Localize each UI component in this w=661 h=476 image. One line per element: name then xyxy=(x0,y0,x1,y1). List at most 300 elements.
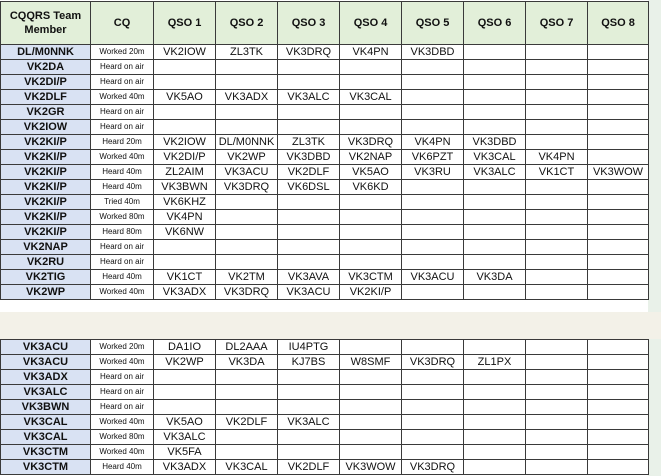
qso-cell: VK5AO xyxy=(340,165,402,180)
qso-cell: VK5AO xyxy=(154,90,216,105)
qso-cell: VK2DLF xyxy=(278,460,340,475)
qso-cell xyxy=(588,430,649,445)
table-row xyxy=(1,105,649,120)
qso-cell xyxy=(464,210,526,225)
qso-cell xyxy=(588,180,649,195)
qso-cell xyxy=(340,255,402,270)
qso-cell xyxy=(216,430,278,445)
qso-cell xyxy=(588,210,649,225)
table-row xyxy=(1,60,649,75)
table-row xyxy=(1,415,649,430)
qso-cell xyxy=(154,240,216,255)
table-row xyxy=(1,45,649,60)
qso-cell xyxy=(340,105,402,120)
qso-cell xyxy=(588,75,649,90)
qso-cell: VK3DBD xyxy=(464,135,526,150)
member-cell: VK3ACU xyxy=(1,355,91,370)
qso-cell xyxy=(464,180,526,195)
qso-cell: VK3WOW xyxy=(340,460,402,475)
qso-cell xyxy=(588,120,649,135)
qso-cell: VK3ALC xyxy=(464,165,526,180)
member-cell: VK2DLF xyxy=(1,90,91,105)
qso-cell xyxy=(154,75,216,90)
qso-cell xyxy=(216,210,278,225)
member-cell: VK2KI/P xyxy=(1,210,91,225)
member-cell: VK3CAL xyxy=(1,415,91,430)
qso-cell: VK3AVA xyxy=(278,270,340,285)
qso-cell xyxy=(154,120,216,135)
qso-cell: VK3ACU xyxy=(216,165,278,180)
qso-cell: VK3BWN xyxy=(154,180,216,195)
qso-cell xyxy=(588,90,649,105)
member-cell: VK3BWN xyxy=(1,400,91,415)
qso-cell xyxy=(216,400,278,415)
cq-cell: Worked 80m xyxy=(91,430,154,445)
qso-cell: VK2IOW xyxy=(154,45,216,60)
qso-cell xyxy=(526,255,588,270)
qso-cell xyxy=(464,340,526,355)
table-body-top xyxy=(1,45,649,300)
member-cell: VK3ADX xyxy=(1,370,91,385)
qso-cell xyxy=(216,120,278,135)
member-cell: VK2KI/P xyxy=(1,225,91,240)
header-qso-7: QSO 7 xyxy=(526,2,588,45)
qso-cell xyxy=(340,340,402,355)
qso-cell: VK3ALC xyxy=(278,90,340,105)
qso-cell xyxy=(402,240,464,255)
cq-cell: Heard 80m xyxy=(91,225,154,240)
table-row xyxy=(1,195,649,210)
qso-cell: DA1IO xyxy=(154,340,216,355)
qso-cell: VK1CT xyxy=(526,165,588,180)
member-cell: VK2DA xyxy=(1,60,91,75)
qso-cell: VK2DLF xyxy=(216,415,278,430)
table-row xyxy=(1,270,649,285)
header-qso-8: QSO 8 xyxy=(588,2,649,45)
member-cell: VK2KI/P xyxy=(1,150,91,165)
qso-cell: VK5FA xyxy=(154,445,216,460)
cq-cell: Heard 40m xyxy=(91,165,154,180)
qso-cell xyxy=(154,400,216,415)
qso-cell: VK3DA xyxy=(464,270,526,285)
qso-cell xyxy=(278,370,340,385)
qso-cell xyxy=(588,370,649,385)
qso-cell: VK3CAL xyxy=(464,150,526,165)
qso-cell: VK4PN xyxy=(340,45,402,60)
qso-cell xyxy=(588,445,649,460)
qso-cell xyxy=(464,195,526,210)
cq-cell: Heard on air xyxy=(91,120,154,135)
qso-cell: VK3CAL xyxy=(216,460,278,475)
qso-cell xyxy=(278,60,340,75)
qso-cell: VK6PZT xyxy=(402,150,464,165)
qso-cell: VK3ADX xyxy=(154,285,216,300)
qso-cell: ZL3TK xyxy=(278,135,340,150)
qso-cell xyxy=(526,105,588,120)
cq-cell: Heard on air xyxy=(91,255,154,270)
qso-cell xyxy=(588,195,649,210)
qso-cell xyxy=(402,340,464,355)
qso-cell xyxy=(340,75,402,90)
qso-cell xyxy=(526,270,588,285)
qso-cell xyxy=(464,370,526,385)
header-member: CQQRS Team Member xyxy=(1,2,91,45)
qso-cell xyxy=(588,45,649,60)
qso-cell: VK4PN xyxy=(154,210,216,225)
qso-cell xyxy=(402,225,464,240)
qso-cell xyxy=(526,460,588,475)
qso-cell xyxy=(526,240,588,255)
cq-cell: Heard on air xyxy=(91,400,154,415)
qso-cell xyxy=(464,415,526,430)
qso-cell: VK3DBD xyxy=(402,45,464,60)
member-cell: VK2KI/P xyxy=(1,165,91,180)
qso-cell: IU4PTG xyxy=(278,340,340,355)
qso-cell xyxy=(588,225,649,240)
table-row xyxy=(1,165,649,180)
qso-cell xyxy=(588,340,649,355)
cq-cell: Heard 20m xyxy=(91,135,154,150)
qso-cell xyxy=(216,255,278,270)
member-cell: VK3ALC xyxy=(1,385,91,400)
qso-cell: VK3DA xyxy=(216,355,278,370)
qso-cell xyxy=(588,400,649,415)
cq-cell: Heard 40m xyxy=(91,460,154,475)
qso-cell xyxy=(402,415,464,430)
cq-cell: Heard on air xyxy=(91,60,154,75)
header-qso-4: QSO 4 xyxy=(340,2,402,45)
qso-cell: ZL1PX xyxy=(464,355,526,370)
qso-cell xyxy=(464,90,526,105)
page-gap xyxy=(0,312,661,339)
cq-cell: Heard on air xyxy=(91,240,154,255)
qso-cell xyxy=(278,75,340,90)
qso-cell xyxy=(278,195,340,210)
qso-cell xyxy=(464,225,526,240)
member-cell: VK2DI/P xyxy=(1,75,91,90)
qso-cell xyxy=(526,195,588,210)
qso-cell xyxy=(278,210,340,225)
qso-cell: VK5AO xyxy=(154,415,216,430)
qso-cell: VK3DRQ xyxy=(216,180,278,195)
qso-cell xyxy=(464,385,526,400)
table-row xyxy=(1,445,649,460)
member-cell: VK2RU xyxy=(1,255,91,270)
member-cell: VK2IOW xyxy=(1,120,91,135)
qso-cell: VK2TM xyxy=(216,270,278,285)
qso-cell xyxy=(526,135,588,150)
table-row xyxy=(1,255,649,270)
qso-cell: VK4PN xyxy=(526,150,588,165)
qso-cell xyxy=(216,195,278,210)
qso-cell xyxy=(464,240,526,255)
cq-cell: Heard 40m xyxy=(91,180,154,195)
qso-cell xyxy=(526,60,588,75)
cq-cell: Worked 20m xyxy=(91,45,154,60)
member-cell: VK3ACU xyxy=(1,340,91,355)
cq-cell: Worked 40m xyxy=(91,285,154,300)
cq-cell: Heard on air xyxy=(91,385,154,400)
table-row xyxy=(1,370,649,385)
qso-cell xyxy=(278,255,340,270)
qso-cell xyxy=(464,45,526,60)
qso-cell: VK3ADX xyxy=(216,90,278,105)
qso-cell xyxy=(340,415,402,430)
qso-cell: VK3CAL xyxy=(340,90,402,105)
table-row xyxy=(1,210,649,225)
qso-cell xyxy=(588,460,649,475)
qso-cell xyxy=(464,445,526,460)
header-cq: CQ xyxy=(91,2,154,45)
qso-cell: VK3DRQ xyxy=(340,135,402,150)
table-body-bottom xyxy=(1,340,649,475)
qso-cell xyxy=(526,90,588,105)
table-row xyxy=(1,240,649,255)
qso-cell xyxy=(526,340,588,355)
qso-cell: W8SMF xyxy=(340,355,402,370)
table-row xyxy=(1,355,649,370)
qso-cell xyxy=(464,400,526,415)
cq-cell: Heard on air xyxy=(91,75,154,90)
qso-cell xyxy=(526,355,588,370)
member-cell: VK2GR xyxy=(1,105,91,120)
qso-cell xyxy=(340,195,402,210)
qso-cell xyxy=(588,385,649,400)
qso-cell xyxy=(278,400,340,415)
qso-cell xyxy=(340,60,402,75)
qso-cell: VK3ALC xyxy=(278,415,340,430)
qso-cell xyxy=(278,225,340,240)
qso-cell xyxy=(216,60,278,75)
cq-cell: Worked 40m xyxy=(91,445,154,460)
qso-cell: ZL2AIM xyxy=(154,165,216,180)
table-row xyxy=(1,75,649,90)
qso-cell xyxy=(340,240,402,255)
qso-cell xyxy=(588,60,649,75)
cq-cell: Worked 80m xyxy=(91,210,154,225)
qso-cell xyxy=(402,255,464,270)
qso-cell xyxy=(588,240,649,255)
qso-log-table xyxy=(0,1,649,300)
qso-cell: VK2DLF xyxy=(278,165,340,180)
qso-cell xyxy=(340,120,402,135)
member-cell: VK3CAL xyxy=(1,430,91,445)
cq-cell: Heard on air xyxy=(91,105,154,120)
qso-cell xyxy=(526,385,588,400)
cq-cell: Worked 40m xyxy=(91,415,154,430)
qso-cell xyxy=(402,75,464,90)
qso-cell: VK3DRQ xyxy=(216,285,278,300)
member-cell: VK2WP xyxy=(1,285,91,300)
qso-cell: VK3CTM xyxy=(340,270,402,285)
qso-cell: VK6NW xyxy=(154,225,216,240)
qso-cell xyxy=(154,60,216,75)
qso-cell xyxy=(526,120,588,135)
qso-cell xyxy=(340,385,402,400)
header-qso-5: QSO 5 xyxy=(402,2,464,45)
qso-cell: VK2NAP xyxy=(340,150,402,165)
qso-cell xyxy=(402,385,464,400)
qso-cell xyxy=(526,400,588,415)
member-cell: VK3CTM xyxy=(1,445,91,460)
qso-cell xyxy=(464,255,526,270)
member-cell: VK2TIG xyxy=(1,270,91,285)
table-row xyxy=(1,120,649,135)
qso-cell xyxy=(154,370,216,385)
qso-cell xyxy=(340,430,402,445)
qso-cell: VK2IOW xyxy=(154,135,216,150)
qso-cell xyxy=(464,105,526,120)
qso-cell: VK2WP xyxy=(154,355,216,370)
qso-cell: VK3ACU xyxy=(278,285,340,300)
qso-cell: VK3WOW xyxy=(588,165,649,180)
qso-cell xyxy=(402,285,464,300)
qso-cell xyxy=(464,430,526,445)
qso-cell xyxy=(588,285,649,300)
qso-cell xyxy=(154,385,216,400)
qso-cell xyxy=(526,445,588,460)
qso-cell xyxy=(154,255,216,270)
qso-cell xyxy=(402,430,464,445)
qso-cell: VK3DRQ xyxy=(278,45,340,60)
cq-cell: Tried 40m xyxy=(91,195,154,210)
member-cell: VK2KI/P xyxy=(1,180,91,195)
qso-cell: VK1CT xyxy=(154,270,216,285)
qso-cell xyxy=(340,445,402,460)
member-cell: VK2KI/P xyxy=(1,135,91,150)
qso-cell xyxy=(278,445,340,460)
qso-cell: VK3ADX xyxy=(154,460,216,475)
table-row xyxy=(1,180,649,195)
qso-cell xyxy=(340,400,402,415)
qso-cell xyxy=(402,370,464,385)
qso-cell xyxy=(216,240,278,255)
header-qso-3: QSO 3 xyxy=(278,2,340,45)
qso-cell xyxy=(588,105,649,120)
qso-cell xyxy=(402,60,464,75)
qso-cell xyxy=(588,270,649,285)
qso-cell xyxy=(588,355,649,370)
member-cell: DL/M0NNK xyxy=(1,45,91,60)
qso-cell xyxy=(216,105,278,120)
qso-cell: KJ7BS xyxy=(278,355,340,370)
member-cell: VK2KI/P xyxy=(1,195,91,210)
qso-cell xyxy=(402,105,464,120)
qso-cell xyxy=(402,90,464,105)
qso-cell xyxy=(464,60,526,75)
table-row xyxy=(1,150,649,165)
qso-cell xyxy=(526,430,588,445)
table-row xyxy=(1,90,649,105)
qso-cell: ZL3TK xyxy=(216,45,278,60)
qso-cell xyxy=(588,150,649,165)
qso-cell xyxy=(464,460,526,475)
table-row xyxy=(1,135,649,150)
qso-cell: VK3ACU xyxy=(402,270,464,285)
qso-cell: VK6DSL xyxy=(278,180,340,195)
member-cell: VK3CTM xyxy=(1,460,91,475)
qso-cell xyxy=(216,370,278,385)
qso-cell: VK3DBD xyxy=(278,150,340,165)
qso-cell xyxy=(402,195,464,210)
page-edge xyxy=(648,0,661,476)
qso-cell xyxy=(340,210,402,225)
qso-cell: DL2AAA xyxy=(216,340,278,355)
table-row xyxy=(1,385,649,400)
qso-cell xyxy=(588,135,649,150)
qso-cell xyxy=(588,255,649,270)
qso-cell: VK3DRQ xyxy=(402,460,464,475)
table-row xyxy=(1,460,649,475)
qso-cell: DL/M0NNK xyxy=(216,135,278,150)
qso-cell: VK3RU xyxy=(402,165,464,180)
qso-cell xyxy=(402,120,464,135)
qso-cell xyxy=(216,445,278,460)
cq-cell: Worked 20m xyxy=(91,340,154,355)
header-qso-1: QSO 1 xyxy=(154,2,216,45)
qso-log-table-continued xyxy=(0,339,649,475)
qso-cell xyxy=(216,385,278,400)
header-qso-6: QSO 6 xyxy=(464,2,526,45)
qso-cell xyxy=(464,120,526,135)
qso-cell xyxy=(340,370,402,385)
qso-cell xyxy=(402,400,464,415)
header-qso-2: QSO 2 xyxy=(216,2,278,45)
qso-cell xyxy=(278,240,340,255)
qso-cell xyxy=(464,285,526,300)
qso-cell xyxy=(526,370,588,385)
header-row xyxy=(1,2,649,45)
qso-cell xyxy=(526,210,588,225)
cq-cell: Heard 40m xyxy=(91,270,154,285)
qso-cell xyxy=(216,225,278,240)
qso-cell xyxy=(526,180,588,195)
table-row xyxy=(1,285,649,300)
table-row xyxy=(1,400,649,415)
cq-cell: Worked 40m xyxy=(91,90,154,105)
cq-cell: Worked 40m xyxy=(91,150,154,165)
qso-cell xyxy=(278,120,340,135)
table-row xyxy=(1,430,649,445)
qso-cell xyxy=(216,75,278,90)
qso-cell: VK2KI/P xyxy=(340,285,402,300)
qso-cell xyxy=(154,105,216,120)
qso-cell xyxy=(464,75,526,90)
qso-cell xyxy=(526,75,588,90)
qso-cell: VK6KD xyxy=(340,180,402,195)
table-row xyxy=(1,340,649,355)
qso-cell xyxy=(526,415,588,430)
qso-cell xyxy=(526,225,588,240)
qso-cell xyxy=(402,180,464,195)
qso-cell xyxy=(278,430,340,445)
qso-cell: VK6KHZ xyxy=(154,195,216,210)
qso-cell xyxy=(340,225,402,240)
member-cell: VK2NAP xyxy=(1,240,91,255)
qso-cell xyxy=(526,45,588,60)
qso-cell xyxy=(278,385,340,400)
table-row xyxy=(1,225,649,240)
qso-cell: VK3ALC xyxy=(154,430,216,445)
qso-cell xyxy=(526,285,588,300)
qso-cell: VK2DI/P xyxy=(154,150,216,165)
qso-cell: VK2WP xyxy=(216,150,278,165)
qso-cell xyxy=(278,105,340,120)
qso-cell xyxy=(402,445,464,460)
cq-cell: Heard on air xyxy=(91,370,154,385)
qso-cell xyxy=(402,210,464,225)
qso-cell xyxy=(588,415,649,430)
